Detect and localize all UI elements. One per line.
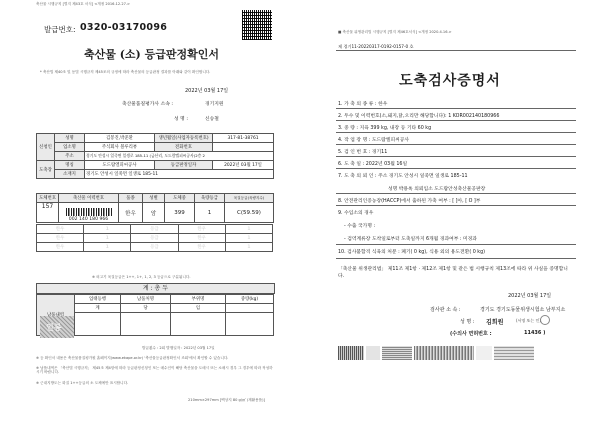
- col-business: 업태등행: [75, 295, 121, 304]
- col-weight: 도체중: [165, 194, 195, 203]
- item-6: 6. 도 축 일 : 2022년 03월 16일: [338, 162, 408, 167]
- label-slname: 명칭: [55, 161, 85, 170]
- slaughter-group: 도축장: [37, 161, 55, 179]
- applicant-table: [36, 133, 274, 179]
- item-9: 9. 수입소의 경우: [338, 211, 374, 216]
- address: 경기도 안성시 일죽면 일생로 185-11 (금산리, 도드람엘피씨공사)2층 2: [85, 152, 274, 161]
- name-label: 성 명 :: [460, 319, 475, 325]
- quality-grade: C(59.59): [225, 203, 274, 223]
- barcode-icon: [66, 208, 112, 216]
- printed-info: 발급횟수 : 2회 발행일자 : 2022년 03월 17일: [142, 346, 215, 350]
- item-8: 8. 안전관리인증농장(HACCP)에서 출하된 가축 여부 : [ ]아, [ O ]부: [338, 199, 481, 204]
- org-label: 검사관 소 속 :: [430, 307, 461, 313]
- label-addr: 주소: [55, 152, 85, 161]
- item-1: 1. 가 축 의 종 류 : 한우: [338, 102, 388, 107]
- left-notice: * 축산법 제40조 및 동법 시행규칙 제45조의 규정에 따라 축산물의 등급판정 결과를 아래와 같이 확인합니다.: [40, 70, 211, 74]
- note-3: ※ 근내지방도는 화질 1++등급의 소 도체에만 표시합니다.: [36, 381, 129, 385]
- applicant-name: 김봉진,박준환: [85, 134, 155, 143]
- license-number: 11436 ): [524, 330, 546, 336]
- requester-line: 성명 박용옥 의뢰입소 도드람안성축산물공판장: [388, 187, 486, 192]
- company: 주식회사 블루리뷰: [85, 143, 155, 152]
- col-quality: 육질등급(육량지수): [225, 194, 274, 203]
- slaughter-certificate-page: [300, 0, 600, 427]
- left-title: 축산물 (소) 등급판정확인서: [84, 48, 219, 61]
- left-header-note: 축산물 시행규칙 [별지 제43호 서식] <개정 2016.12.27.>: [36, 2, 131, 6]
- note-2: ※ 남품내역은 「축산법 시행규칙」 제45조 제4항에 따라 등급판정신청인 또는 매수인이 해당 축산물을 도매시 또는 소매시 경우 그 경우에 따라 작성하시기 바랍니다.: [36, 366, 273, 375]
- grader-org: 경기지원: [205, 102, 224, 107]
- grader-org-label: 축산물품질평가사 소속 :: [122, 102, 174, 107]
- security-pattern-icon: [414, 346, 474, 360]
- applicant-group: 신청인: [37, 134, 55, 161]
- import-period: - 검역계류장 도착일로부터 도축일까지 6개월 경과여부 : 미경과: [344, 237, 477, 242]
- right-date: 2022년 03월 17일: [508, 293, 552, 299]
- watermark-text: 한우 1 등급 한우 1 한우 1 등급 한우 1 한우 1 등급 한우 1: [36, 224, 273, 252]
- right-header-note: ■ 축산물 위생관리법 시행규칙 [별지 제46호서식] <개정 2020.4.16.>: [338, 30, 452, 34]
- label-phone: 전화번호: [155, 143, 213, 152]
- grader-name-label: 성 명 :: [174, 117, 188, 122]
- trace-number: 002 140 180 966: [59, 203, 119, 223]
- seal-stamp-icon: 인봉: [40, 316, 74, 338]
- carcass-number: 157: [37, 203, 59, 223]
- weight: 399: [165, 203, 195, 223]
- delivery-table: 업태등행 남품처명 부위명 중량(kg) 계 당 임: [36, 294, 274, 336]
- col-yield: 육량등급: [195, 194, 225, 203]
- serial-number: 0320-03170096: [80, 22, 168, 33]
- label-name: 성명: [55, 134, 85, 143]
- item-7: 7. 도 축 의 뢰 인 : 주소 경기도 안성시 일죽면 일생로 185-11: [338, 174, 468, 179]
- seal-note: (서명 또는 인): [516, 318, 541, 323]
- import-country: - 수출 국가명 :: [344, 224, 376, 229]
- applicant-birth: 317-81-38761: [213, 134, 274, 143]
- note-1: ※ 등 확인서 내용은 축산물품질평가원 홈페이지(www.ekape.or.kr) '축산물등급판정확인서 조회'에서 확인할 수 있습니다.: [36, 356, 229, 360]
- item-4: 4. 작 업 장 명 : 도드람엘피씨공사: [338, 138, 409, 143]
- col-sex: 성별: [143, 194, 165, 203]
- slaughter-address: 경기도 안성시 일죽면 일생로 185-11: [85, 170, 274, 179]
- license-label: (수의사 면허번호 :: [450, 331, 492, 337]
- cert-number: 제 경기11-20220317-0192-0157-0 호: [338, 44, 414, 49]
- label-location: 소재지: [55, 170, 85, 179]
- left-date: 2022년 03월 17일: [185, 88, 229, 94]
- serial-label: 발급번호:: [44, 25, 76, 34]
- label-birth: 생년월일(사업자등록번호): [155, 134, 213, 143]
- paper-size: 210mm×297mm [백상지 80 g/㎡ (재활용품)]: [188, 398, 265, 402]
- label-judge-date: 등급판정일자: [155, 161, 213, 170]
- item-3: 3. 중 량 : 지육 399 kg, 내장 등 기타 60 kg: [338, 126, 432, 131]
- col-buyer: 남품처명: [121, 295, 171, 304]
- item-2: 2. 두수 및 이력번호(소,돼지,닭,오리만 해당합니다): 1 KOR002140180966: [338, 114, 500, 119]
- col-trace: 축산물 이력번호: [59, 194, 119, 203]
- sex: 암: [143, 203, 165, 223]
- judge-date: 2022년 03월 17일: [213, 161, 274, 170]
- certification-statement: 「축산물 위생관리법」 제11조 제1항 · 제12조 제1항 및 같은 법 시행규칙 제13조에 따라 위 사실을 증명합니다.: [338, 267, 568, 280]
- inspector-name: 김희원: [486, 319, 504, 326]
- inspector-org: 경기도 경기도동물위생시험소 남부지소: [480, 307, 566, 313]
- qr-code-icon: [242, 10, 272, 40]
- yield-grade: 1: [195, 203, 225, 223]
- label-company: 업소명: [55, 143, 85, 152]
- col-kg: 중량(kg): [226, 295, 274, 304]
- total-row: 계 : 총 두: [36, 283, 275, 294]
- seal-circle-icon: [540, 315, 550, 325]
- col-carcass: 도체번호: [37, 194, 59, 203]
- item-5: 5. 검 인 번 호 : 경기11: [338, 150, 388, 155]
- grader-name: 신승철: [205, 117, 219, 122]
- col-breed: 품종: [119, 194, 143, 203]
- slaughterhouse: 도드람엘피씨공사: [85, 161, 155, 170]
- right-title: 도축검사증명서: [399, 73, 501, 89]
- barcode-stamp-icon: [338, 346, 364, 360]
- grade-footnote: ※ 외고기 육질등급은 1++, 1+, 1, 2, 3 등급으로 구분됩니다.: [92, 275, 191, 279]
- grading-table: [36, 193, 274, 223]
- col-part: 부위명: [171, 295, 226, 304]
- breed: 한우: [119, 203, 143, 223]
- item-10: 10. 검사불합격 식육의 처분 : 폐기( 0 kg), 식용 외의 용도전환( 0 kg): [338, 250, 485, 255]
